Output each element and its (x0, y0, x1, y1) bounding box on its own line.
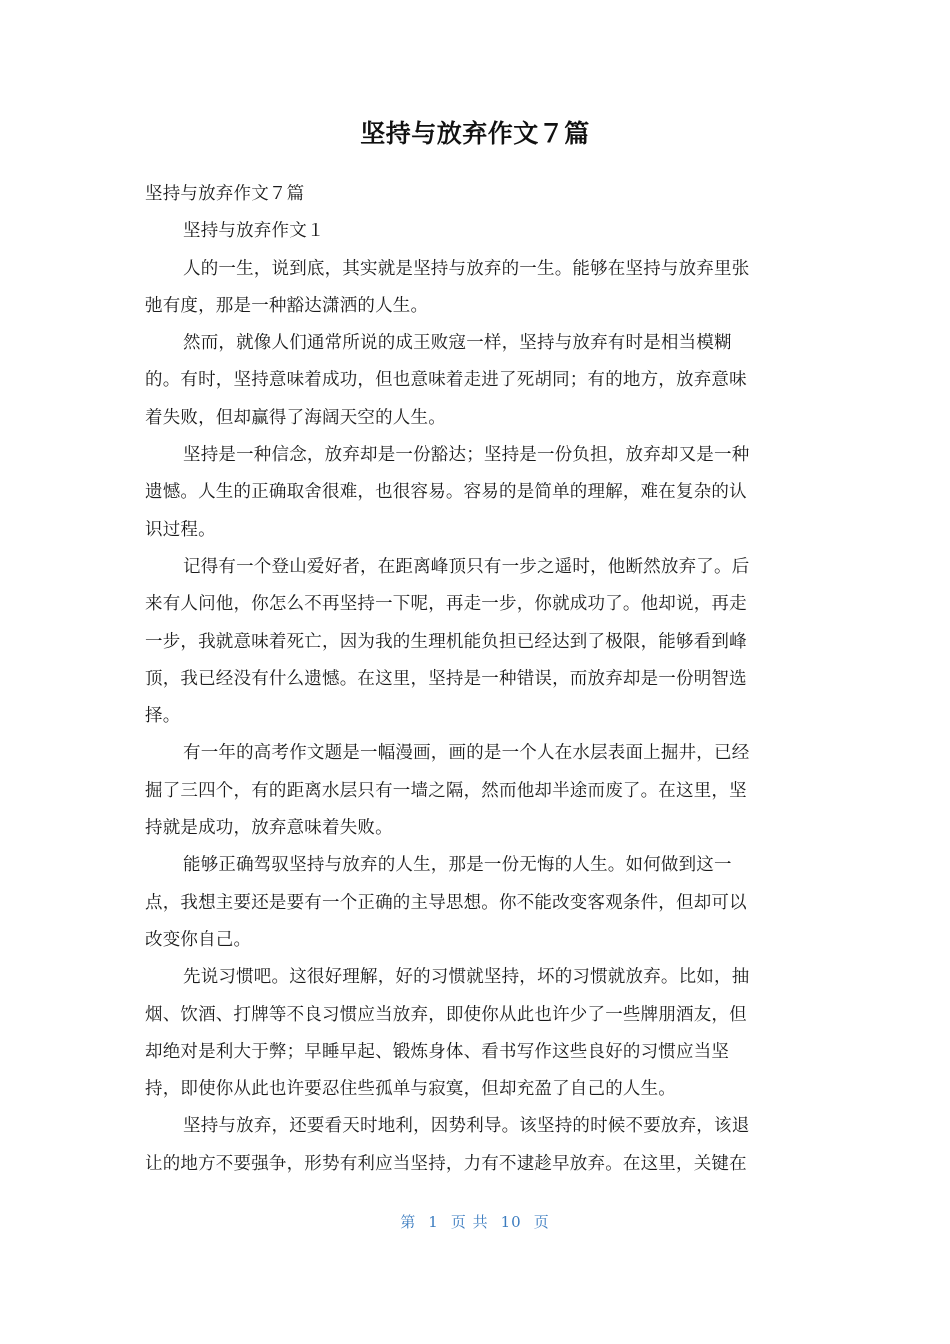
body-line: 改变你自己。 (145, 929, 252, 950)
body-line: 能够正确驾驭坚持与放弃的人生，那是一份无悔的人生。如何做到这一 (183, 855, 732, 876)
body-line: 烟、饮酒、打牌等不良习惯应当放弃，即使你从此也许少了一些牌朋酒友，但 (145, 1004, 747, 1025)
body-line: 坚持是一种信念，放弃却是一份豁达；坚持是一份负担，放弃却又是一种 (183, 445, 750, 466)
page-footer (0, 1212, 950, 1232)
body-line: 择。 (145, 706, 181, 727)
body-line: 坚持与放弃作文１ (183, 221, 325, 242)
body-line: 持就是成功，放弃意味着失败。 (145, 818, 393, 839)
body-line: 然而，就像人们通常所说的成王败寇一样，坚持与放弃有时是相当模糊 (183, 333, 732, 354)
body-line: 顶，我已经没有什么遗憾。在这里，坚持是一种错误，而放弃却是一份明智选 (145, 668, 747, 689)
footer-prefix: 第 (400, 1213, 417, 1231)
document-title: 坚持与放弃作文７篇 (360, 119, 590, 148)
body-line: 却绝对是利大于弊；早睡早起、锻炼身体、看书写作这些良好的习惯应当坚 (145, 1041, 730, 1062)
body-line: 掘了三四个，有的距离水层只有一墙之隔，然而他却半途而废了。在这里，坚 (145, 780, 747, 801)
body-line: 有一年的高考作文题是一幅漫画，画的是一个人在水层表面上掘井，已经 (183, 743, 750, 764)
body-line: 人的一生，说到底，其实就是坚持与放弃的一生。能够在坚持与放弃里张 (183, 258, 750, 279)
body-line: 来有人问他，你怎么不再坚持一下呢，再走一步，你就成功了。他却说，再走 (145, 594, 747, 615)
footer-suffix: 页 (533, 1213, 550, 1231)
body-line: 识过程。 (145, 519, 216, 540)
body-line: 遗憾。人生的正确取舍很难，也很容易。容易的是简单的理解，难在复杂的认 (145, 482, 747, 503)
body-line: 的。有时，坚持意味着成功，但也意味着走进了死胡同；有的地方，放弃意味 (145, 370, 747, 391)
footer-current-page: 1 (428, 1213, 439, 1231)
footer-middle: 页 共 (450, 1213, 489, 1231)
body-line: 让的地方不要强争，形势有利应当坚持，力有不逮趁早放弃。在这里，关键在 (145, 1153, 747, 1174)
document-body (145, 176, 797, 1183)
body-line: 着失败，但却赢得了海阔天空的人生。 (145, 407, 446, 428)
body-line: 点，我想主要还是要有一个正确的主导思想。你不能改变客观条件，但却可以 (145, 892, 747, 913)
footer-total-pages: 10 (500, 1213, 522, 1231)
body-line: 坚持与放弃，还要看天时地利，因势利导。该坚持的时候不要放弃，该退 (183, 1116, 750, 1137)
body-line: 坚持与放弃作文７篇 (145, 184, 305, 204)
body-line: 记得有一个登山爱好者，在距离峰顶只有一步之遥时，他断然放弃了。后 (183, 556, 750, 577)
body-line: 持，即使你从此也许要忍住些孤单与寂寞，但却充盈了自己的人生。 (145, 1079, 676, 1100)
body-line: 先说习惯吧。这很好理解，好的习惯就坚持，坏的习惯就放弃。比如，抽 (183, 967, 750, 988)
body-line: 一步，我就意味着死亡，因为我的生理机能负担已经达到了极限，能够看到峰 (145, 631, 747, 652)
body-line: 弛有度，那是一种豁达潇洒的人生。 (145, 295, 429, 316)
